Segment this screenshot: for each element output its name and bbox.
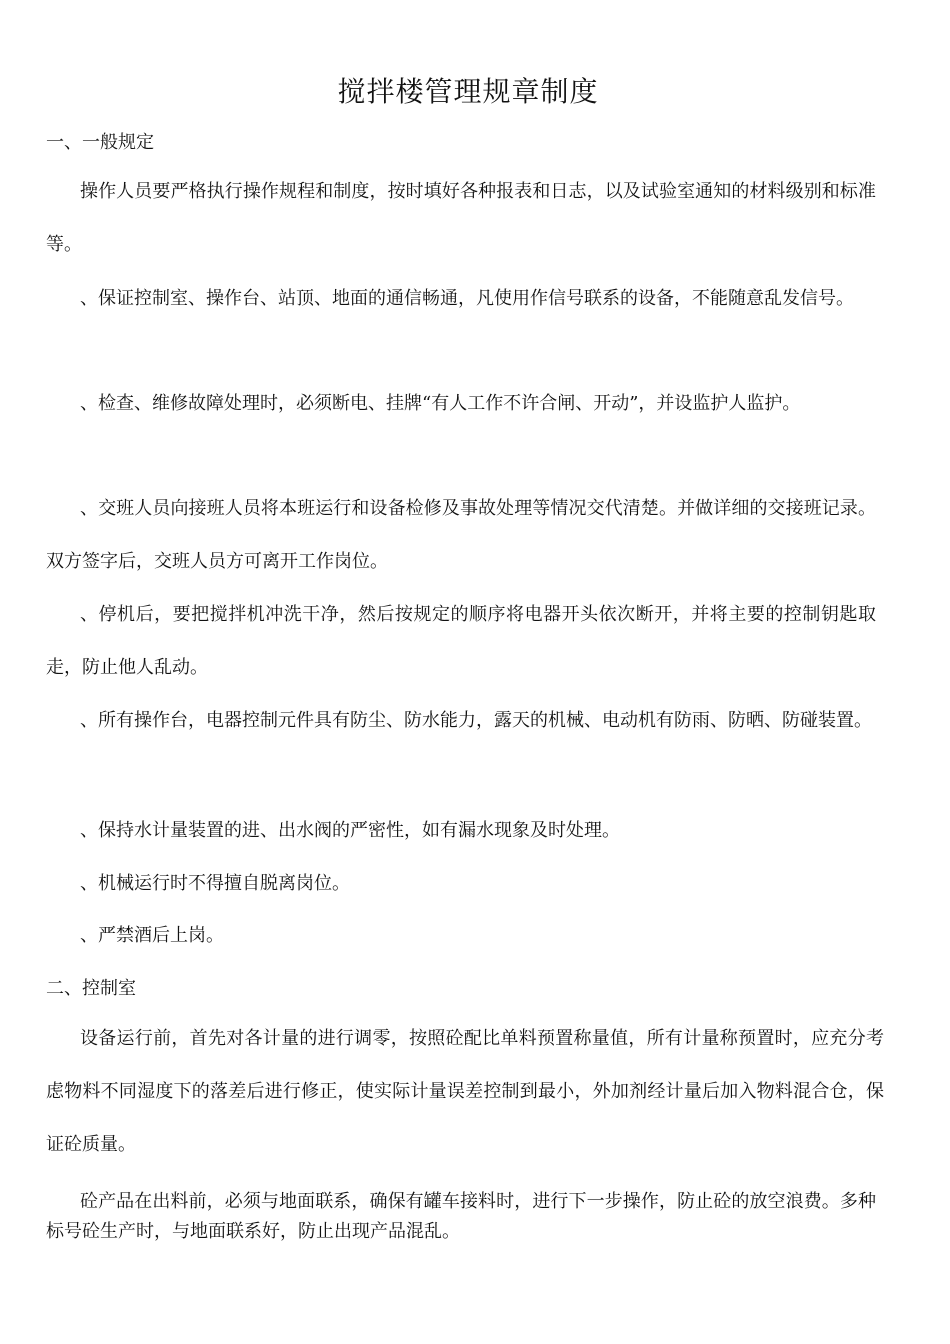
paragraph-general-8: 、机械运行时不得擅自脱离岗位。 — [80, 873, 350, 894]
section-heading-general: 一、一般规定 — [46, 132, 154, 153]
paragraph-control-1: 设备运行前，首先对各计量的进行调零，按照砼配比单料预置称量值，所有计量称预置时，应充分考虑物料不同湿度下的落差后进行修正，使实际计量误差控制到最小，外加剂经计量后加入物料混合仓，保证砼质量。 — [46, 1028, 884, 1155]
paragraph-control-2: 砼产品在出料前，必须与地面联系，确保有罐车接料时，进行下一步操作，防止砼的放空浪费。多种标号砼生产时，与地面联系好，防止出现产品混乱。 — [46, 1191, 876, 1242]
paragraph-general-1: 操作人员要严格执行操作规程和制度，按时填好各种报表和日志，以及试验室通知的材料级别和标准等。 — [46, 181, 876, 255]
paragraph-general-6: 、所有操作台，电器控制元件具有防尘、防水能力，露天的机械、电动机有防雨、防晒、防碰装置。 — [80, 710, 872, 731]
paragraph-general-5: 、停机后，要把搅拌机冲洗干净，然后按规定的顺序将电器开头依次断开，并将主要的控制钥匙取走，防止他人乱动。 — [46, 604, 876, 678]
paragraph-general-3: 、检查、维修故障处理时，必须断电、挂牌“有人工作不许合闸、开动”，并设监护人监护。 — [80, 393, 801, 414]
paragraph-general-2: 、保证控制室、操作台、站顶、地面的通信畅通，凡使用作信号联系的设备，不能随意乱发信号。 — [80, 288, 854, 309]
document-title: 搅拌楼管理规章制度 — [337, 75, 599, 108]
paragraph-general-4: 、交班人员向接班人员将本班运行和设备检修及事故处理等情况交代清楚。并做详细的交接班记录。双方签字后，交班人员方可离开工作岗位。 — [46, 498, 876, 572]
paragraph-general-9: 、严禁酒后上岗。 — [80, 925, 224, 946]
paragraph-general-7: 、保持水计量装置的进、出水阀的严密性，如有漏水现象及时处理。 — [80, 820, 620, 841]
section-heading-control-room: 二、控制室 — [46, 978, 136, 999]
